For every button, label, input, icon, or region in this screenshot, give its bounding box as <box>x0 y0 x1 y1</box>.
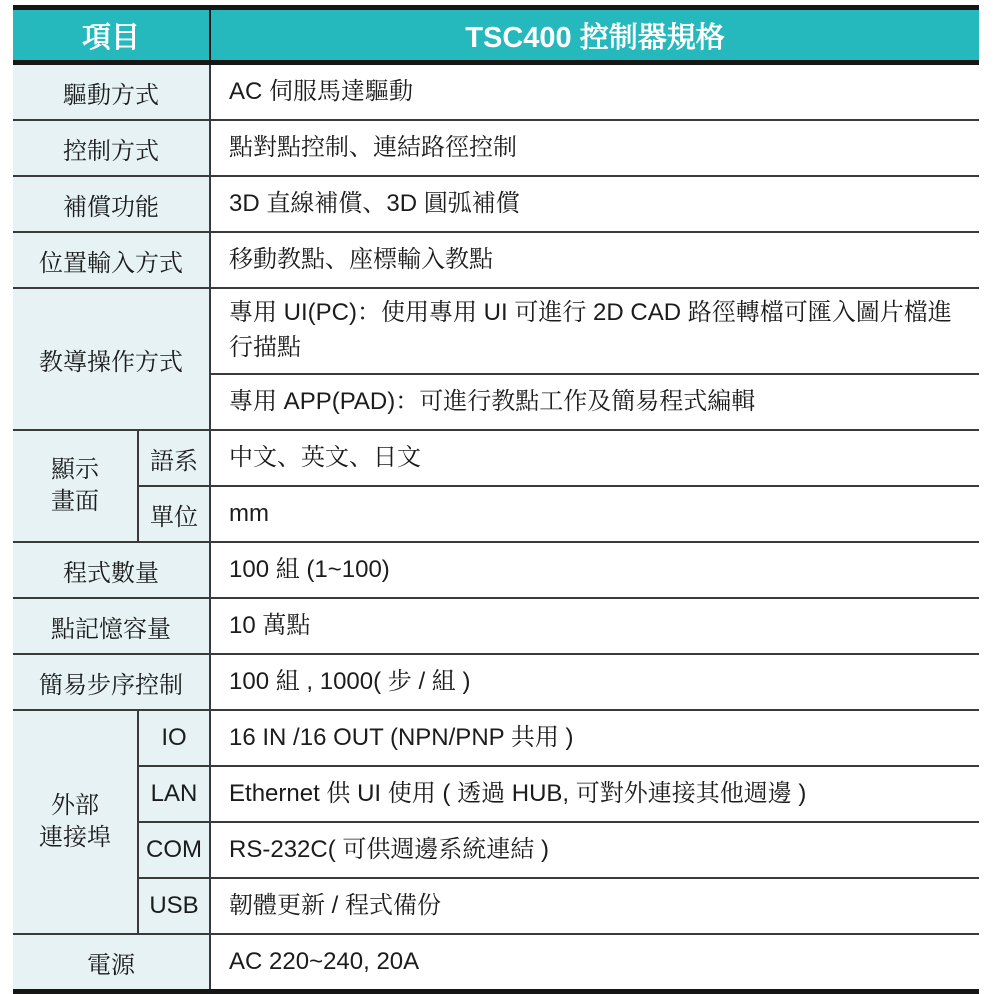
row-label-drive: 驅動方式 <box>13 63 210 121</box>
table-row <box>13 176 979 232</box>
subrow-value-unit: mm <box>210 486 979 542</box>
table-row <box>13 542 979 598</box>
table-row <box>13 710 979 766</box>
row-label-compensation: 補償功能 <box>13 176 210 232</box>
header-spec-cell: TSC400 控制器規格 <box>210 8 979 63</box>
row-value-power: AC 220~240, 20A <box>210 934 979 992</box>
header-item-cell: 項目 <box>13 8 210 63</box>
subrow-value-com: RS-232C( 可供週邊系統連結 ) <box>210 822 979 878</box>
table-row <box>13 822 979 878</box>
row-label-program-count: 程式數量 <box>13 542 210 598</box>
subrow-value-lan: Ethernet 供 UI 使用 ( 透過 HUB, 可對外連接其他週邊 ) <box>210 766 979 822</box>
row-value-program-count: 100 組 (1~100) <box>210 542 979 598</box>
row-label-display <box>13 430 138 542</box>
subrow-label-usb: USB <box>138 878 210 934</box>
subrow-label-unit: 單位 <box>138 486 210 542</box>
subrow-label-lan: LAN <box>138 766 210 822</box>
spec-table <box>13 5 979 994</box>
subrow-label-com: COM <box>138 822 210 878</box>
row-label-step-control: 簡易步序控制 <box>13 654 210 710</box>
table-header-row <box>13 8 979 63</box>
row-label-control: 控制方式 <box>13 120 210 176</box>
table-row <box>13 288 979 374</box>
row-label-external-ports-line1: 外部 <box>51 791 99 819</box>
subrow-value-language: 中文、英文、日文 <box>210 430 979 486</box>
row-label-display-line2: 畫面 <box>51 488 99 515</box>
row-label-external-ports <box>13 710 138 934</box>
subrow-label-io: IO <box>138 710 210 766</box>
row-value-teaching-pc: 專用 UI(PC)：使用專用 UI 可進行 2D CAD 路徑轉檔可匯入圖片檔進行描點 <box>210 288 979 374</box>
row-value-step-control: 100 組 , 1000( 步 / 組 ) <box>210 654 979 710</box>
table-row <box>13 878 979 934</box>
table-row <box>13 766 979 822</box>
row-value-drive: AC 伺服馬達驅動 <box>210 63 979 121</box>
row-label-position-input: 位置輸入方式 <box>13 232 210 288</box>
row-value-position-input: 移動教點、座標輸入教點 <box>210 232 979 288</box>
table-row <box>13 934 979 992</box>
subrow-value-io: 16 IN /16 OUT (NPN/PNP 共用 ) <box>210 710 979 766</box>
row-value-teaching-pad: 專用 APP(PAD)：可進行教點工作及簡易程式編輯 <box>210 374 979 430</box>
row-value-compensation: 3D 直線補償、3D 圓弧補償 <box>210 176 979 232</box>
row-label-power: 電源 <box>13 934 210 992</box>
table-row <box>13 430 979 486</box>
row-label-display-line1: 顯示 <box>51 455 99 483</box>
row-label-teaching: 教導操作方式 <box>13 288 210 430</box>
table-row <box>13 63 979 121</box>
row-label-external-ports-line2: 連接埠 <box>39 824 111 851</box>
row-value-control: 點對點控制、連結路徑控制 <box>210 120 979 176</box>
table-row <box>13 654 979 710</box>
subrow-label-language: 語系 <box>138 430 210 486</box>
table-row <box>13 232 979 288</box>
row-value-point-memory: 10 萬點 <box>210 598 979 654</box>
table-row <box>13 598 979 654</box>
table-row <box>13 486 979 542</box>
row-label-point-memory: 點記憶容量 <box>13 598 210 654</box>
subrow-value-usb: 韌體更新 / 程式備份 <box>210 878 979 934</box>
table-row <box>13 120 979 176</box>
